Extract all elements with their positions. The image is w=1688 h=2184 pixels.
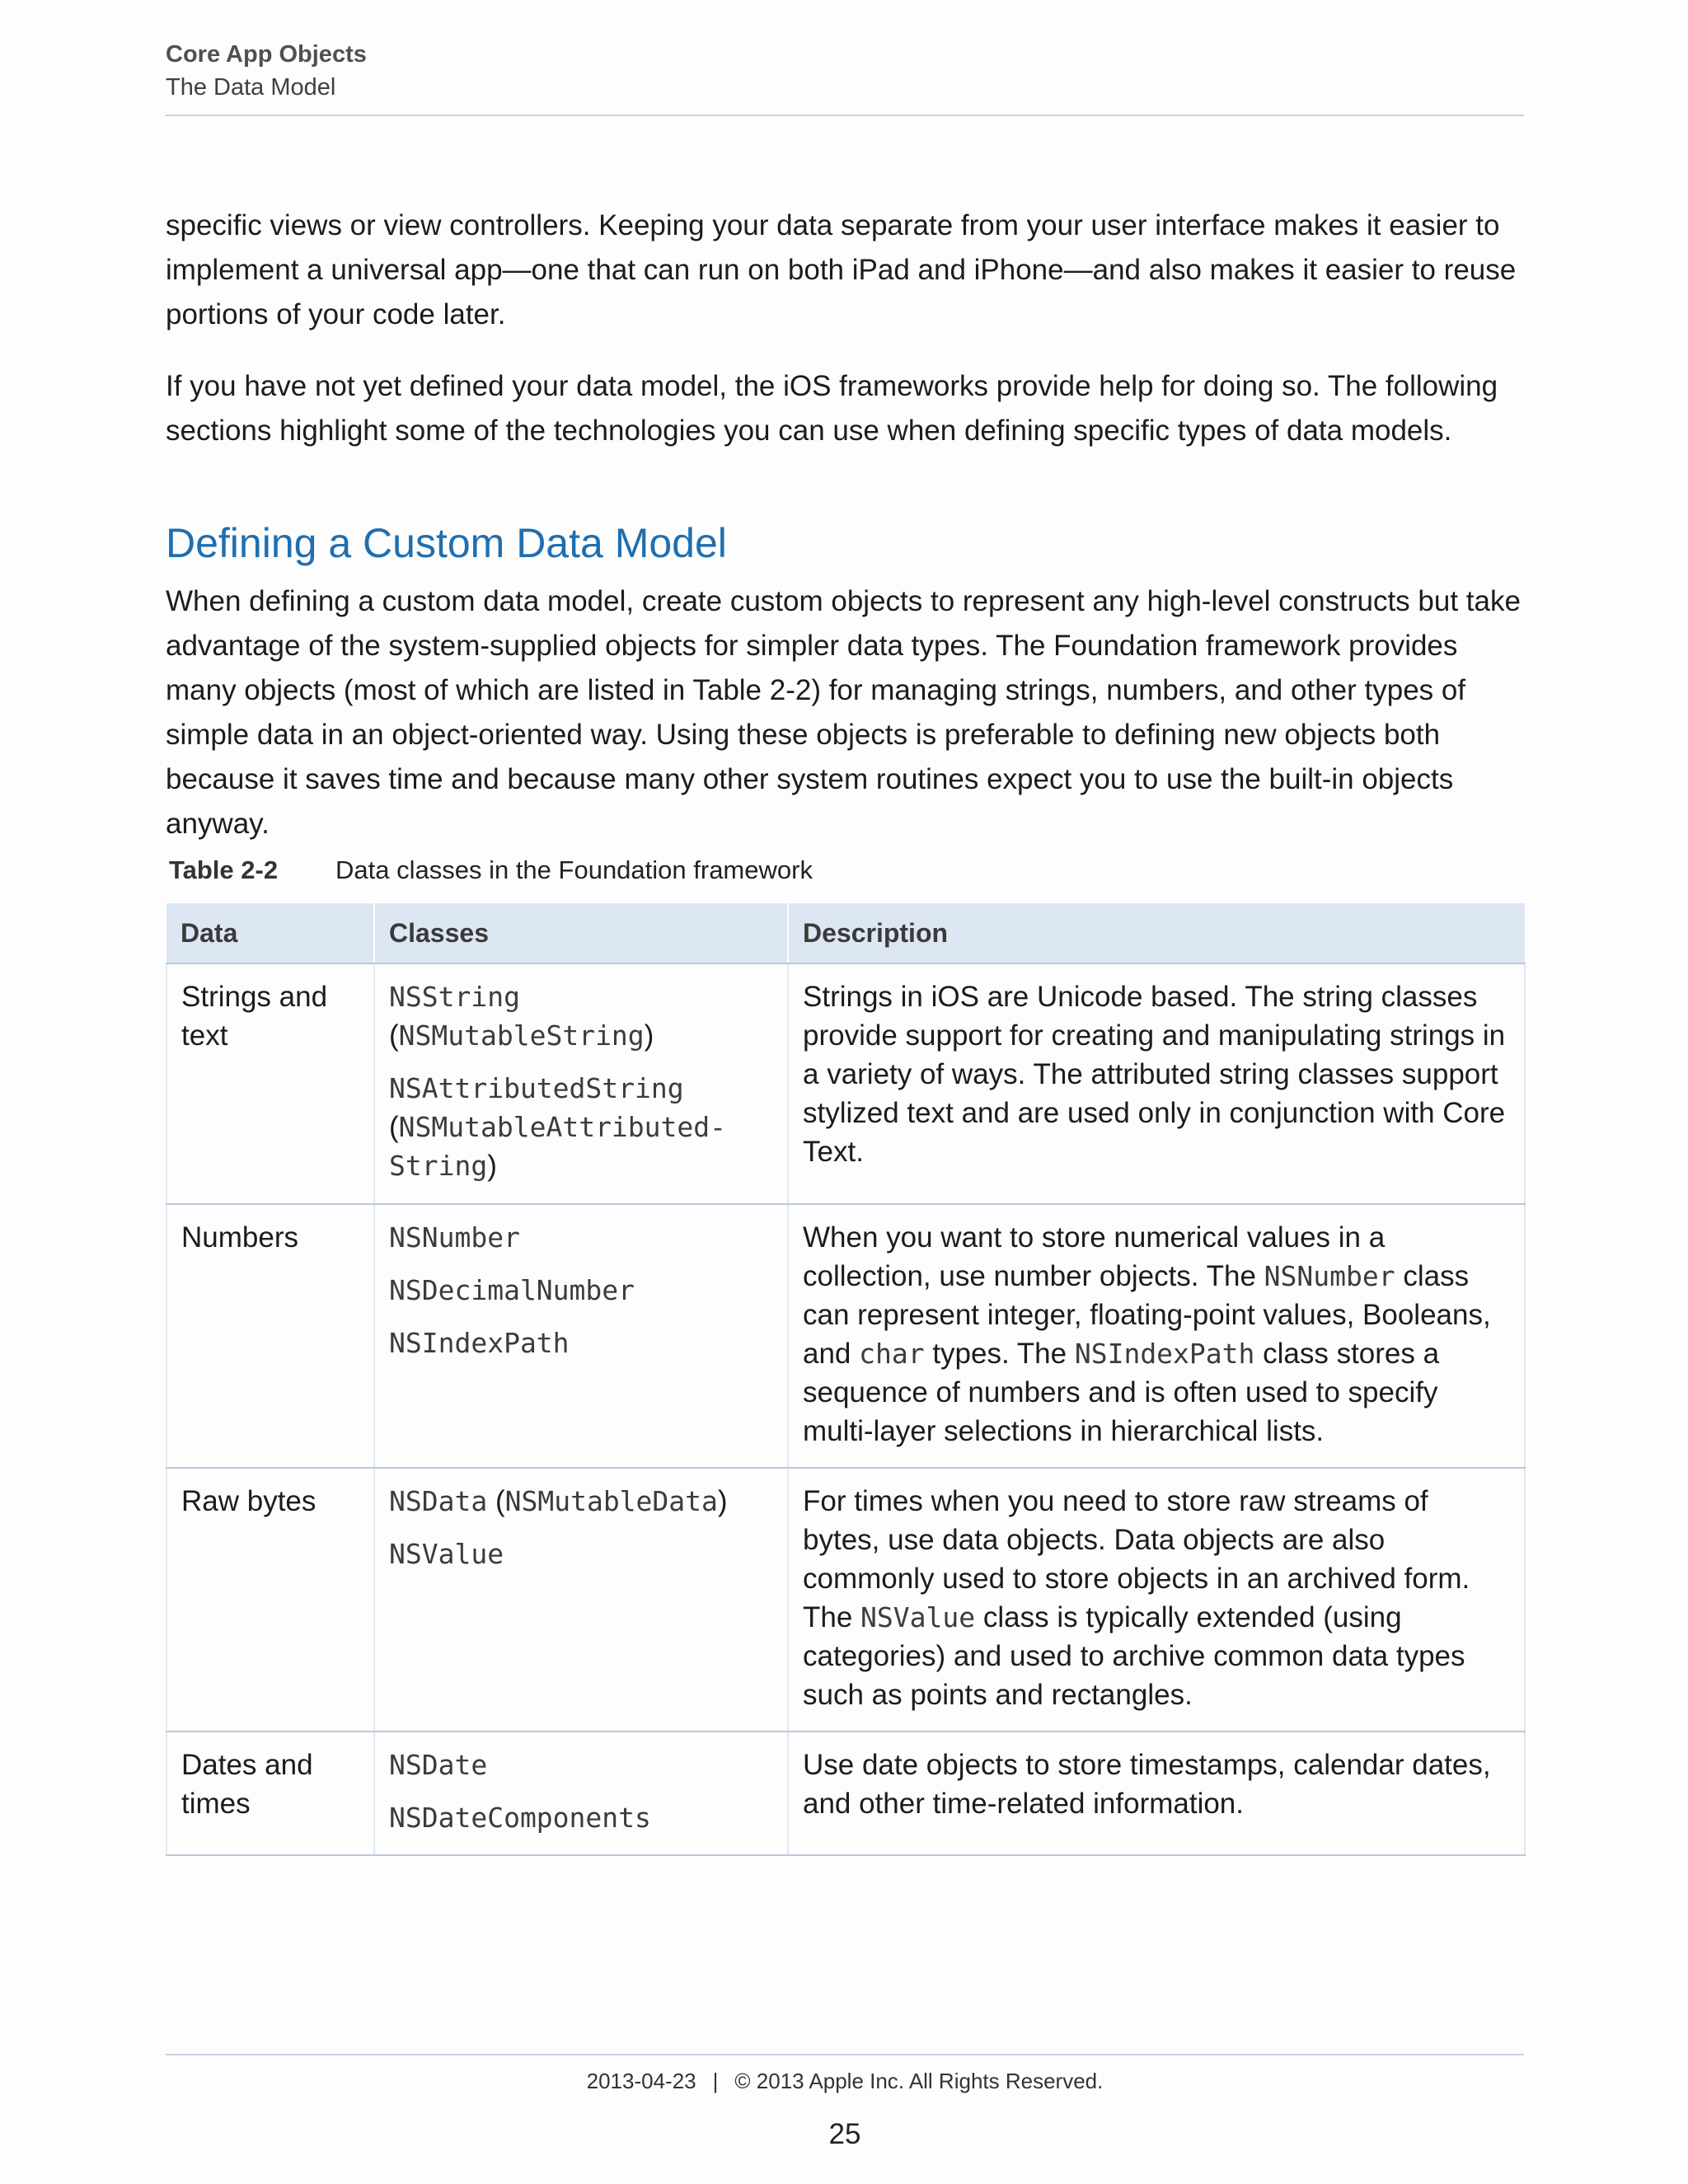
inline-code: NSValue [860,1601,976,1633]
description-text: class is typically extended (using categories) and used to archive common data types such as points and rectangles. [803,1601,1465,1711]
page-footer [166,2067,1524,2095]
description-text: For times when you need to store raw streams of bytes, use data objects. Data objects are also commonly used to store objects in an archived form. The [803,1485,1470,1633]
class-name: NSData [389,1485,488,1517]
table-caption-title: Data classes in the Foundation framework [335,855,813,884]
table-row [166,1204,1525,1468]
section-paragraph: When defining a custom data model, create custom objects to represent any high-level constructs but take advantage of the system-supplied objects for simpler data types. The Foundation framework provides many objects (most of which are listed in Table 2-2) for managing strings, numbers, and other types of simple data in an object-oriented way. Using these objects is preferable to defining new objects both because it saves time and because many other system routines expect you to use the built-in objects anyway. [166,585,1521,840]
class-name: NSMutableString [398,1019,645,1052]
table-caption-label: Table 2-2 [169,855,279,884]
header-divider [166,115,1524,116]
column-header-classes: Classes [374,903,788,963]
description-cell [788,1204,1525,1468]
paren-close: ) [717,1485,728,1517]
paren-open: ( [487,1485,505,1517]
class-name: NSMutableData [504,1485,718,1517]
description-text: When you want to store numerical values in a collection, use number objects. The [803,1221,1386,1292]
classes-cell [374,1204,788,1468]
description-text: class stores a sequence of numbers and is often used to specify multi-layer selections in hierarchical lists. [803,1338,1440,1447]
foundation-data-classes-table [166,903,1526,1856]
class-name: NSAttributedString [389,1072,684,1104]
data-cell: Raw bytes [166,1468,374,1732]
column-header-data: Data [166,903,374,963]
paren-close: ) [644,1019,654,1052]
description-text: Strings in iOS are Unicode based. The string classes provide support for creating and manipulating strings in a variety of ways. The attributed string classes support stylized text and are used only in conjunction with Core Text. [803,981,1506,1168]
running-header [166,38,367,104]
footer-separator: | [712,2069,719,2093]
description-text: Use date objects to store timestamps, calendar dates, and other time-related information. [803,1749,1491,1820]
column-header-description: Description [788,903,1525,963]
intro-paragraph-2: If you have not yet defined your data model, the iOS frameworks provide help for doing so. The following sections highlight some of the technologies you can use when defining specific types of data models. [166,370,1498,447]
class-name: NSMutableAttributed-String [389,1111,727,1182]
classes-cell [374,1732,788,1855]
page-number: 25 [828,2118,861,2150]
class-name: NSNumber [389,1221,520,1254]
section-heading: Defining a Custom Data Model [166,520,727,566]
description-cell [788,963,1525,1204]
class-name: NSString [389,981,520,1013]
table-caption [169,852,813,888]
footer-copyright: © 2013 Apple Inc. All Rights Reserved. [734,2069,1104,2093]
data-cell: Dates and times [166,1732,374,1855]
description-text: types. The [924,1338,1075,1370]
table-row [166,1732,1525,1855]
paren-close: ) [487,1150,497,1182]
classes-cell [374,1468,788,1732]
inline-code: char [859,1338,925,1370]
class-entry [389,1482,773,1521]
data-cell: Numbers [166,1204,374,1468]
class-name: NSDateComponents [389,1802,651,1834]
paren-open: ( [389,1111,399,1143]
table-row [166,963,1525,1204]
footer-date: 2013-04-23 [586,2069,696,2093]
class-name: NSDate [389,1749,488,1781]
inline-code: NSNumber [1264,1260,1395,1292]
class-name: NSIndexPath [389,1327,570,1359]
intro-paragraph-1: specific views or view controllers. Keeping your data separate from your user interface makes it easier to implement a universal app—one that can run on both iPad and iPhone—and also makes it easier to reuse portions of your code later. [166,209,1517,330]
data-cell: Strings and text [166,963,374,1204]
inline-code: NSIndexPath [1074,1338,1255,1370]
chapter-title: Core App Objects [166,41,367,68]
description-text: class can represent integer, floating-point values, Booleans, and [803,1260,1491,1370]
class-entry [389,977,773,1055]
classes-cell [374,963,788,1204]
table-header-row [166,903,1525,963]
paren-open: ( [389,1019,399,1052]
section-title: The Data Model [166,74,336,101]
class-name: NSDecimalNumber [389,1274,635,1306]
table-row [166,1468,1525,1732]
class-name: NSValue [389,1538,504,1570]
footer-divider [166,2054,1524,2055]
class-entry [389,1069,773,1185]
description-cell [788,1732,1525,1855]
description-cell [788,1468,1525,1732]
